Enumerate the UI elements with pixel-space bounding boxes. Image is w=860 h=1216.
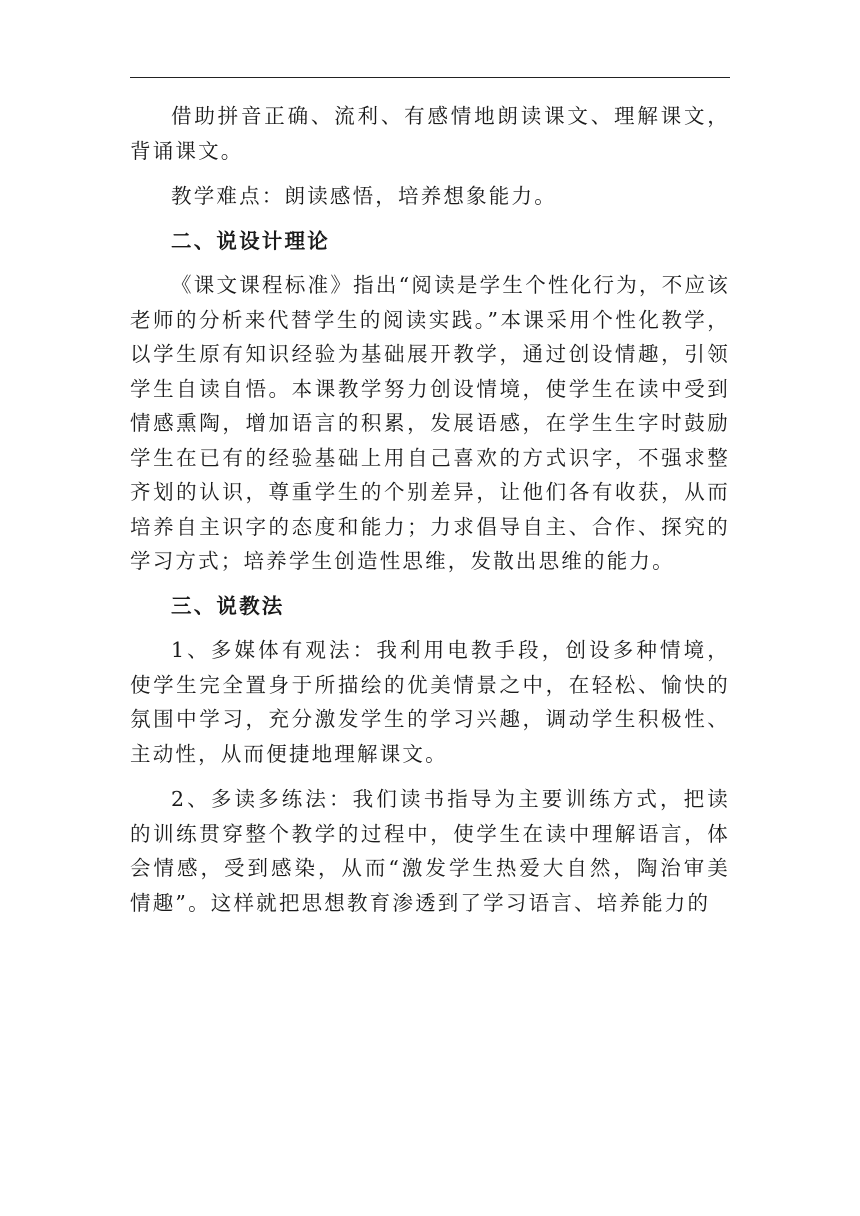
header-rule xyxy=(130,77,730,78)
paragraph-reading-goal: 借助拼音正确、流利、有感情地朗读课文、理解课文，背诵课文。 xyxy=(130,104,730,163)
section-heading-teaching-methods: 三、说教法 xyxy=(171,593,285,618)
paragraph-design-theory: 《课文课程标准》指出“阅读是学生个性化行为，不应该老师的分析来代替学生的阅读实践。”本课采用个性化教学，以学生原有知识经验为基础展开教学，通过创设情趣，引领学生自读自悟。本课教学努力创设情境，使学生在读中受到情感熏陶，增加语言的积累，发展语感，在学生生字时鼓励学生在已有的经验基础上用自己喜欢的方式识字，不强求整齐划的认识，尊重学生的个别差异，让他们各有收获，从而培养自主识字的态度和能力；力求倡导自主、合作、探究的学习方式；培养学生创造性思维，发散出思维的能力。 xyxy=(130,273,730,573)
document-body xyxy=(130,99,730,920)
paragraph-teaching-difficulty: 教学难点：朗读感悟，培养想象能力。 xyxy=(171,184,557,208)
section-heading-design-theory: 二、说设计理论 xyxy=(171,228,330,253)
paragraph-method-reading-practice: 2、多读多练法：我们读书指导为主要训练方式，把读的训练贯穿整个教学的过程中，使学生在读中理解语言，体会情感，受到感染，从而“激发学生热爱大自然，陶治审美情趣”。这样就把思想教育渗透到了学习语言、培养能力的 xyxy=(130,787,730,915)
paragraph-method-multimedia: 1、多媒体有观法：我利用电教手段，创设多种情境，使学生完全置身于所描绘的优美情景之中，在轻松、愉快的氛围中学习，充分激发学生的学习兴趣，调动学生积极性、主动性，从而便捷地理解课文。 xyxy=(130,638,730,766)
